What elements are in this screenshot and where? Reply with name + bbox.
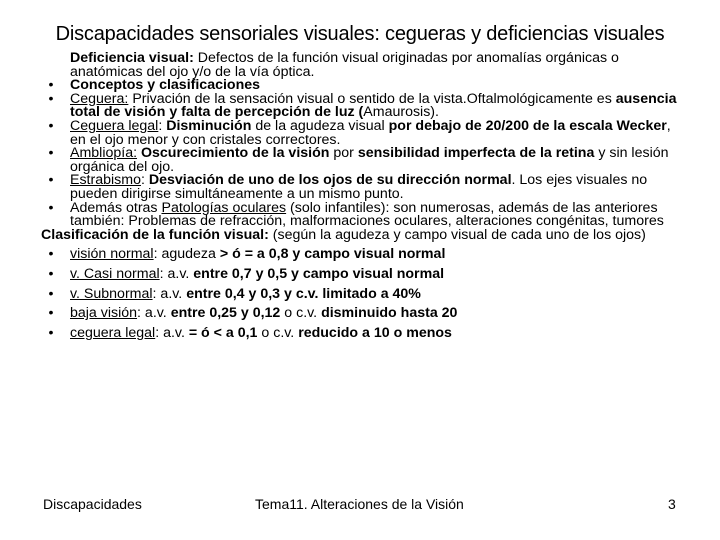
level-baja-vision — [41, 307, 679, 321]
intro-text: Defectos de la función visual originadas por anomalías orgánicas o anatómicas del ojo y/o de la vía óptica. — [70, 50, 619, 80]
bullet-dot-icon: • — [48, 172, 54, 189]
bullet-ceguera-legal — [41, 117, 679, 148]
patologias-term: Patologías oculares — [161, 199, 287, 216]
level-text: o c.v. — [280, 305, 322, 322]
ambliopia-bold1: Oscurecimiento de la visión — [140, 145, 330, 162]
level-text: : a.v. — [152, 285, 187, 302]
level-ceguera-legal — [41, 324, 679, 341]
bullet-ceguera — [41, 90, 679, 121]
slide-body — [41, 52, 679, 340]
level-term: v. Subnormal — [70, 285, 153, 302]
level-bold: = ó < a 0,1 — [188, 324, 258, 341]
clasificacion-label: Clasificación de la función visual: — [41, 226, 269, 243]
ambliopia-term: Ambliopía: — [70, 145, 138, 162]
ceguera-amaurosis: Amaurosis). — [363, 104, 439, 121]
level-bold: reducido a 10 o menos — [298, 324, 452, 341]
level-subnormal — [41, 285, 679, 302]
intro-label: Deficiencia visual: — [70, 50, 194, 66]
ceguera-legal-bold2: por debajo de 20/200 de la escala Wecker — [388, 117, 667, 134]
level-term: v. Casi normal — [70, 265, 160, 282]
level-bold: disminuido hasta 20 — [321, 305, 458, 322]
bullet-patologias — [41, 199, 679, 230]
bullet-dot-icon: • — [48, 117, 54, 134]
ambliopia-por: por — [329, 145, 358, 162]
footer-page-number: 3 — [668, 496, 676, 512]
conceptos-label: Conceptos y clasificaciones — [70, 77, 261, 94]
estrabismo-tail: . Los ejes visuales no pueden dirigirse simultáneamente a un mismo punto. — [70, 172, 648, 202]
bullet-dot-icon: • — [48, 285, 54, 302]
level-casi-normal — [41, 265, 679, 282]
level-text: : agudeza — [153, 246, 220, 263]
clasificacion-paragraph — [41, 226, 679, 243]
ceguera-text: Privación de la sensación visual o sentido de la vista.Oftalmológicamente es — [128, 90, 616, 107]
estrabismo-colon: : — [140, 172, 149, 189]
level-term: ceguera legal — [70, 324, 156, 341]
patologias-tail: (solo infantiles): son numerosas, además de las anteriores también: Problemas de refracción, malformaciones oculares, alteraciones congénitas, tumores — [70, 199, 664, 230]
bullet-dot-icon: • — [48, 77, 54, 94]
level-bold: entre 0,4 y 0,3 y c.v. limitado a 40% — [186, 285, 421, 302]
estrabismo-bold: Desviación de uno de los ojos de su dirección normal — [148, 172, 512, 189]
footer-center: Tema11. Alteraciones de la Visión — [255, 496, 464, 512]
ceguera-term: Ceguera: — [70, 90, 129, 107]
intro-paragraph — [41, 52, 679, 79]
estrabismo-term: Estrabismo — [70, 172, 141, 189]
ceguera-legal-colon: : — [158, 117, 167, 134]
level-bold: > ó = a 0,8 y campo visual normal — [219, 246, 446, 263]
ambliopia-bold2: sensibilidad imperfecta de la retina — [357, 145, 595, 162]
level-bold: entre 0,25 y 0,12 — [170, 305, 281, 322]
ceguera-bold: ausencia total de visión y falta de percepción de luz ( — [70, 90, 677, 121]
ceguera-legal-term: Ceguera legal — [70, 117, 159, 134]
bullet-dot-icon: • — [48, 305, 54, 322]
clasificacion-text: (según la agudeza y campo visual de cada uno de los ojos) — [268, 226, 646, 243]
slide-title: Discapacidades sensoriales visuales: cegueras y deficiencias visuales — [55, 23, 665, 45]
level-text: : a.v. — [159, 265, 194, 282]
level-term: baja visión — [70, 305, 138, 322]
level-text: : a.v. — [155, 324, 189, 341]
ceguera-legal-bold1: Disminución — [166, 117, 252, 134]
patologias-intro: Además otras — [70, 199, 162, 216]
level-term: visión normal — [70, 246, 154, 263]
bullet-ambliopia — [41, 147, 679, 174]
bullet-estrabismo — [41, 174, 679, 201]
level-text: o c.v. — [257, 324, 299, 341]
bullet-dot-icon: • — [48, 199, 54, 216]
bullet-dot-icon: • — [48, 145, 54, 162]
bullet-dot-icon: • — [48, 90, 54, 107]
bullet-dot-icon: • — [48, 265, 54, 282]
level-vision-normal — [41, 248, 679, 262]
bullet-dot-icon: • — [48, 246, 54, 263]
ambliopia-tail: y sin lesión orgánica del ojo. — [70, 145, 669, 175]
bullet-dot-icon: • — [48, 324, 54, 341]
level-bold: entre 0,7 y 0,5 y campo visual normal — [193, 265, 445, 282]
footer-left: Discapacidades — [43, 496, 142, 512]
ceguera-legal-text: de la agudeza visual — [251, 117, 389, 134]
ceguera-legal-tail: , en el ojo menor y con cristales correctores. — [70, 117, 671, 148]
level-text: : a.v. — [137, 305, 171, 322]
